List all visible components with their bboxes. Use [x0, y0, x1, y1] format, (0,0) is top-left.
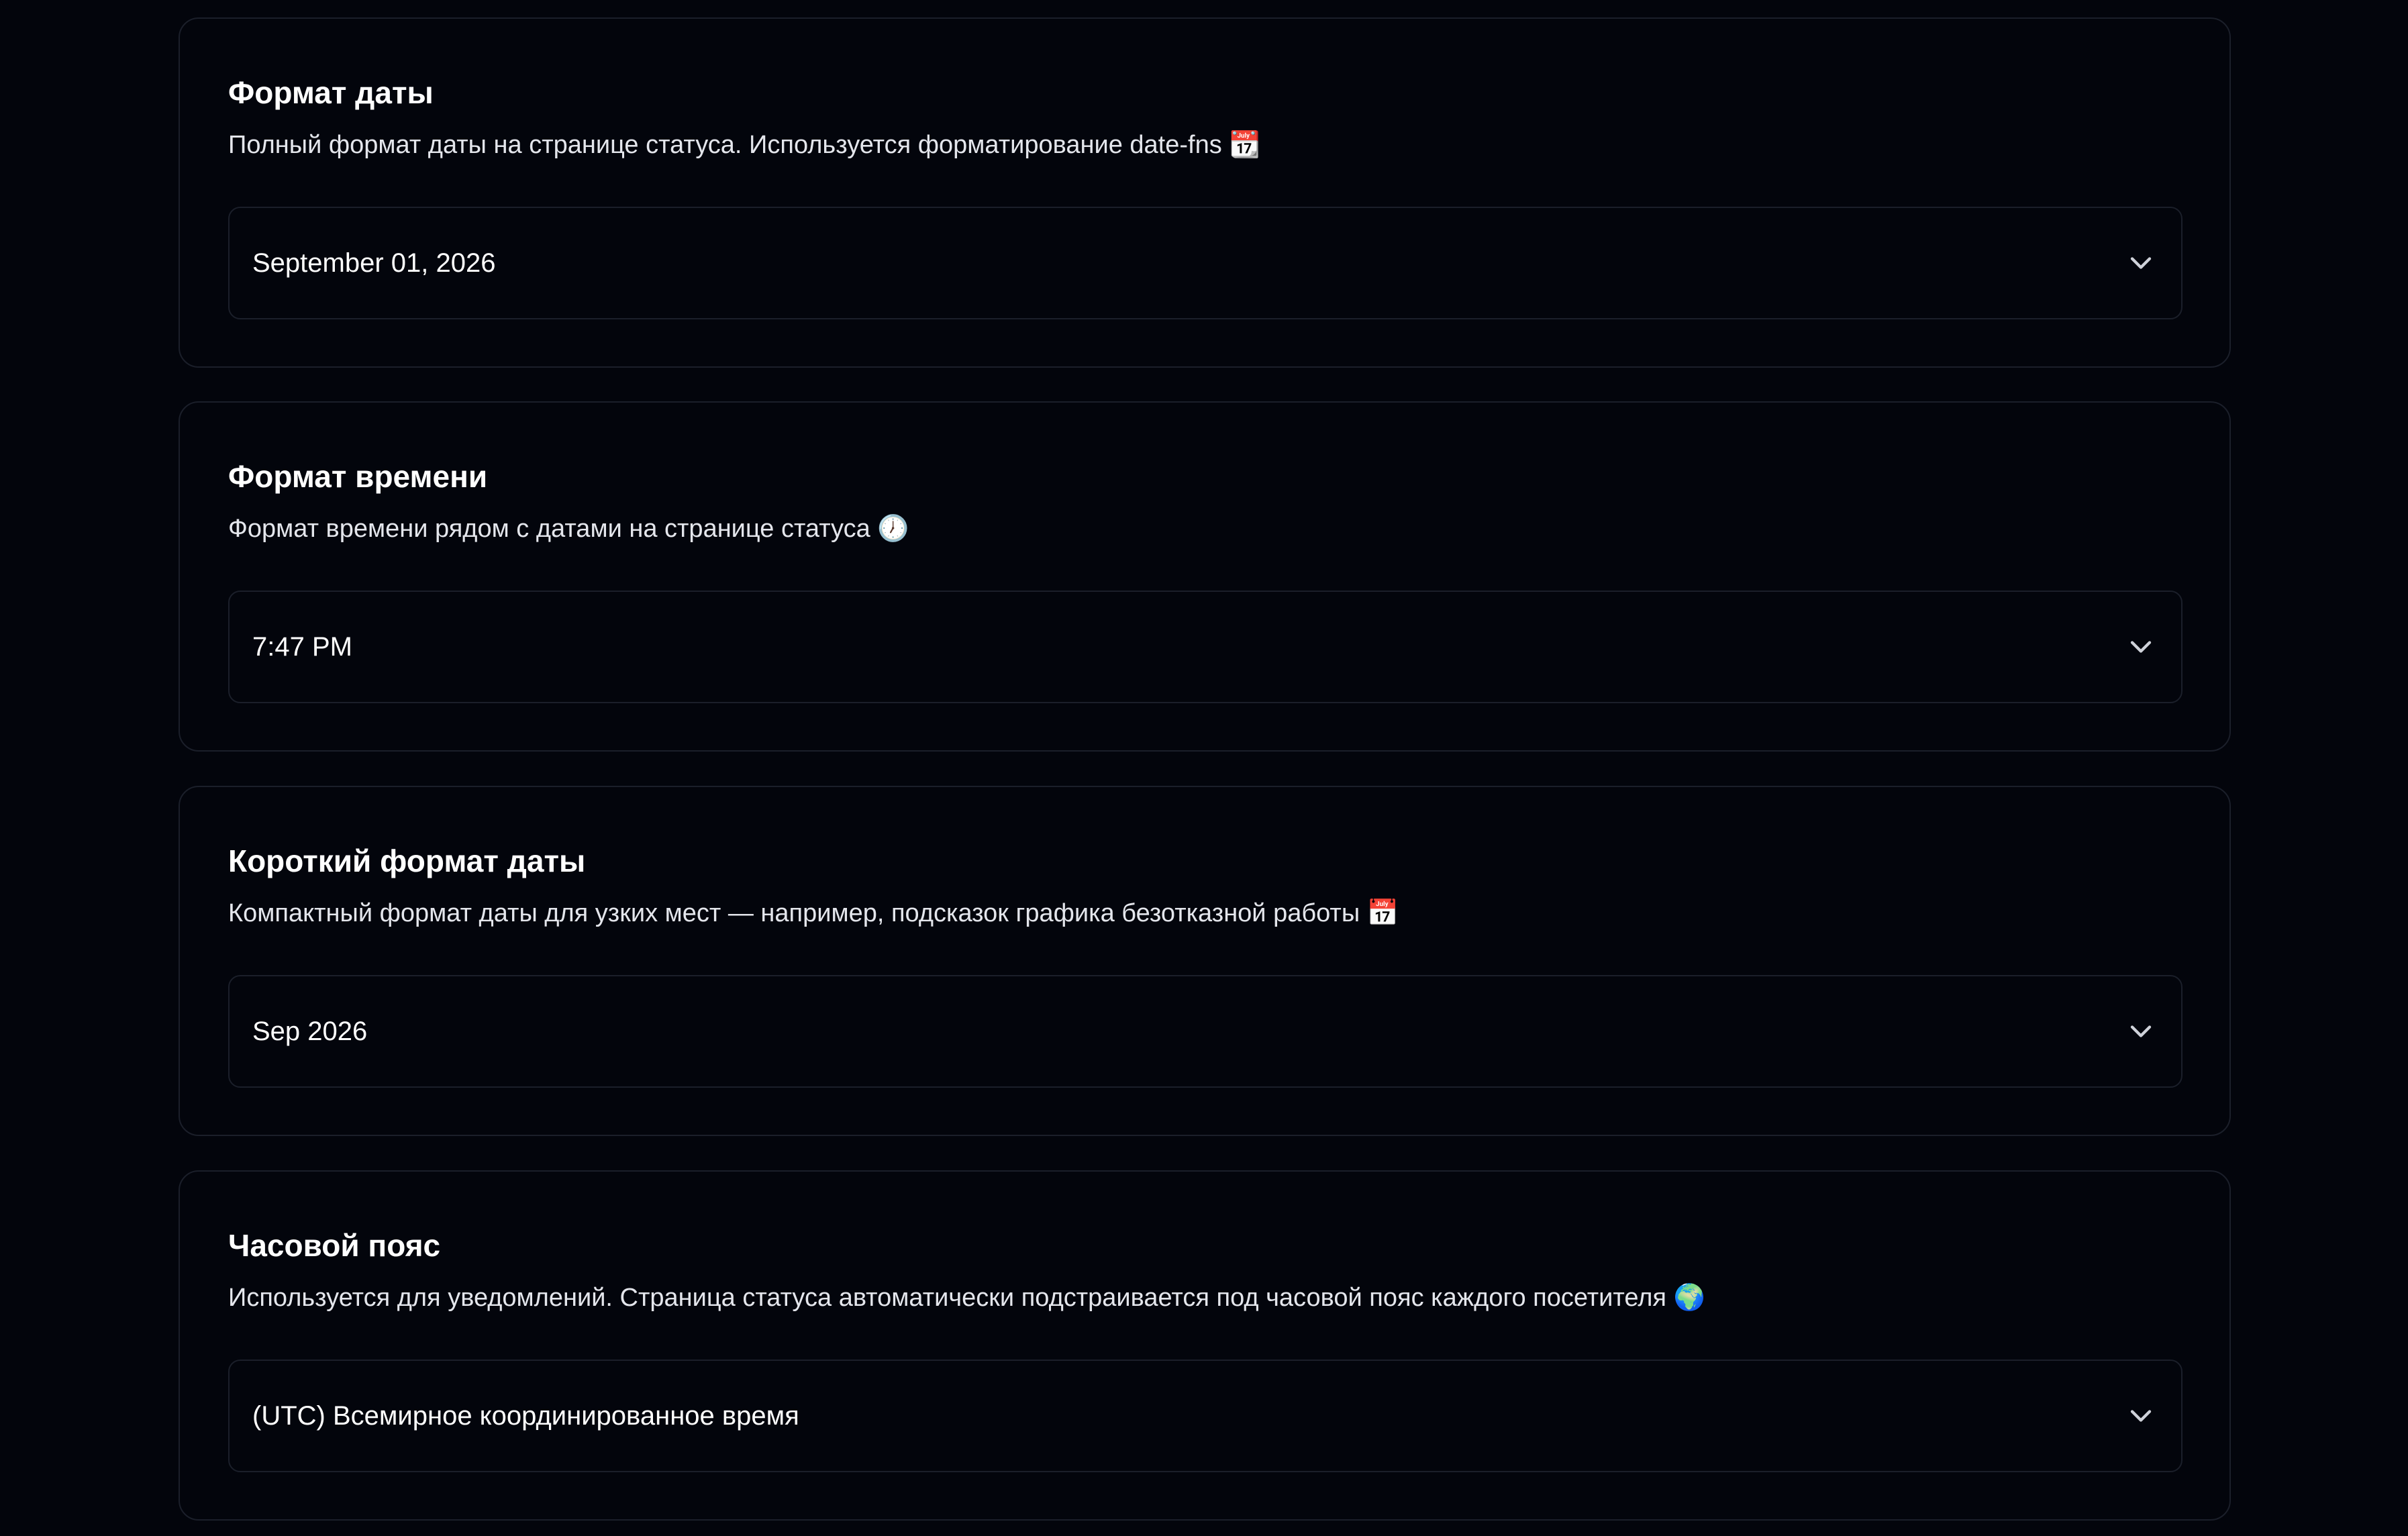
- date-format-select[interactable]: [228, 207, 2183, 319]
- chevron-down-icon: [2123, 246, 2158, 280]
- timezone-title: Часовой пояс: [228, 1228, 441, 1263]
- date-format-card: [179, 17, 2231, 368]
- timezone-select[interactable]: [228, 1360, 2183, 1472]
- date-format-description: Полный формат даты на странице статуса. Используется форматирование date-fns 📆: [228, 131, 1261, 159]
- short-date-format-card: [179, 786, 2231, 1136]
- time-format-card: [179, 401, 2231, 752]
- short-date-format-selected-value: Sep 2026: [252, 1017, 368, 1046]
- time-format-description: Формат времени рядом с датами на странице статуса 🕖: [228, 515, 909, 543]
- timezone-description: Используется для уведомлений. Страница статуса автоматически подстраивается под часовой пояс каждого посетителя 🌍: [228, 1284, 1705, 1312]
- time-format-title: Формат времени: [228, 459, 488, 494]
- date-format-title: Формат даты: [228, 75, 434, 110]
- time-format-selected-value: 7:47 PM: [252, 632, 352, 662]
- short-date-format-description: Компактный формат даты для узких мест — например, подсказок графика безотказной работы 📅: [228, 899, 1399, 927]
- chevron-down-icon: [2123, 1398, 2158, 1433]
- short-date-format-select[interactable]: [228, 975, 2183, 1088]
- time-format-select[interactable]: [228, 591, 2183, 703]
- chevron-down-icon: [2123, 1014, 2158, 1049]
- chevron-down-icon: [2123, 629, 2158, 664]
- timezone-selected-value: (UTC) Всемирное координированное время: [252, 1401, 799, 1431]
- timezone-card: [179, 1170, 2231, 1521]
- short-date-format-title: Короткий формат даты: [228, 843, 586, 878]
- date-format-selected-value: September 01, 2026: [252, 248, 496, 278]
